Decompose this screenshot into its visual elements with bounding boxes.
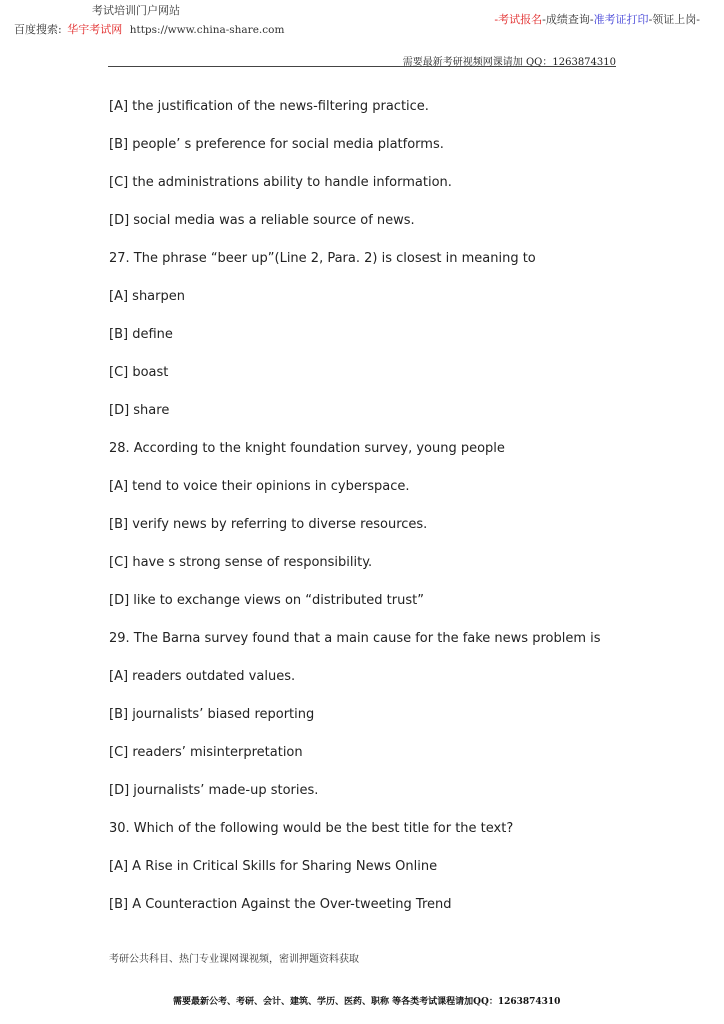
option-line: [A] readers outdated values. (109, 669, 296, 684)
exam-content (109, 98, 629, 934)
option-line: [D] like to exchange views on “distributed trust” (109, 593, 424, 608)
question-line: 30. Which of the following would be the best title for the text? (109, 821, 514, 836)
question-line: 27. The phrase “beer up”(Line 2, Para. 2) is closest in meaning to (109, 251, 536, 266)
site-url-link[interactable]: https://www.china-share.com (129, 24, 285, 36)
nav-separator: - (542, 13, 546, 26)
option-line: [C] readers’ misinterpretation (109, 745, 303, 760)
footer-contact: 需要最新公考、考研、会计、建筑、学历、医药、职称 等各类考试课程请加QQ：1263874310 (173, 997, 561, 1007)
option-line: [B] A Counteraction Against the Over-tweeting Trend (109, 897, 452, 912)
site-name: 考试培训门户网站 (92, 4, 180, 17)
header-divider (108, 66, 616, 67)
option-line: [C] the administrations ability to handle information. (109, 175, 452, 190)
search-brand-link[interactable]: 华宇考试网 (67, 23, 123, 36)
option-line: [D] social media was a reliable source of news. (109, 213, 415, 228)
option-line: [D] journalists’ made-up stories. (109, 783, 319, 798)
admission-print-link[interactable]: 准考证打印 (593, 13, 649, 26)
option-line: [C] have s strong sense of responsibility. (109, 555, 373, 570)
search-hint (14, 21, 284, 37)
option-line: [C] boast (109, 365, 169, 380)
option-line: [D] share (109, 403, 170, 418)
option-line: [B] verify news by referring to diverse resources. (109, 517, 428, 532)
question-line: 29. The Barna survey found that a main cause for the fake news problem is (109, 631, 601, 646)
nav-separator: - (589, 13, 594, 26)
header-nav-links (494, 11, 700, 27)
option-line: [A] sharpen (109, 289, 185, 304)
option-line: [B] define (109, 327, 173, 342)
nav-separator: - (648, 13, 653, 26)
score-query-link[interactable]: 成绩查询 (545, 13, 590, 26)
search-label: 百度搜索: (14, 23, 62, 36)
option-line: [A] A Rise in Critical Skills for Sharing News Online (109, 859, 438, 874)
exam-signup-link[interactable]: 考试报名 (498, 13, 543, 26)
option-line: [B] journalists’ biased reporting (109, 707, 315, 722)
option-line: [B] people’ s preference for social media platforms. (109, 137, 444, 152)
option-line: [A] tend to voice their opinions in cyberspace. (109, 479, 410, 494)
nav-separator: - (696, 13, 700, 26)
question-line: 28. According to the knight foundation survey, young people (109, 441, 505, 456)
certificate-link[interactable]: 领证上岗 (652, 13, 697, 26)
option-line: [A] the justification of the news-filtering practice. (109, 99, 429, 114)
footer-note: 考研公共科目、热门专业课网课视频，密训押题资料获取 (109, 954, 359, 965)
qq-contact-note: 需要最新考研视频网课请加 QQ：1263874310 (402, 57, 616, 68)
nav-separator: - (494, 13, 499, 26)
